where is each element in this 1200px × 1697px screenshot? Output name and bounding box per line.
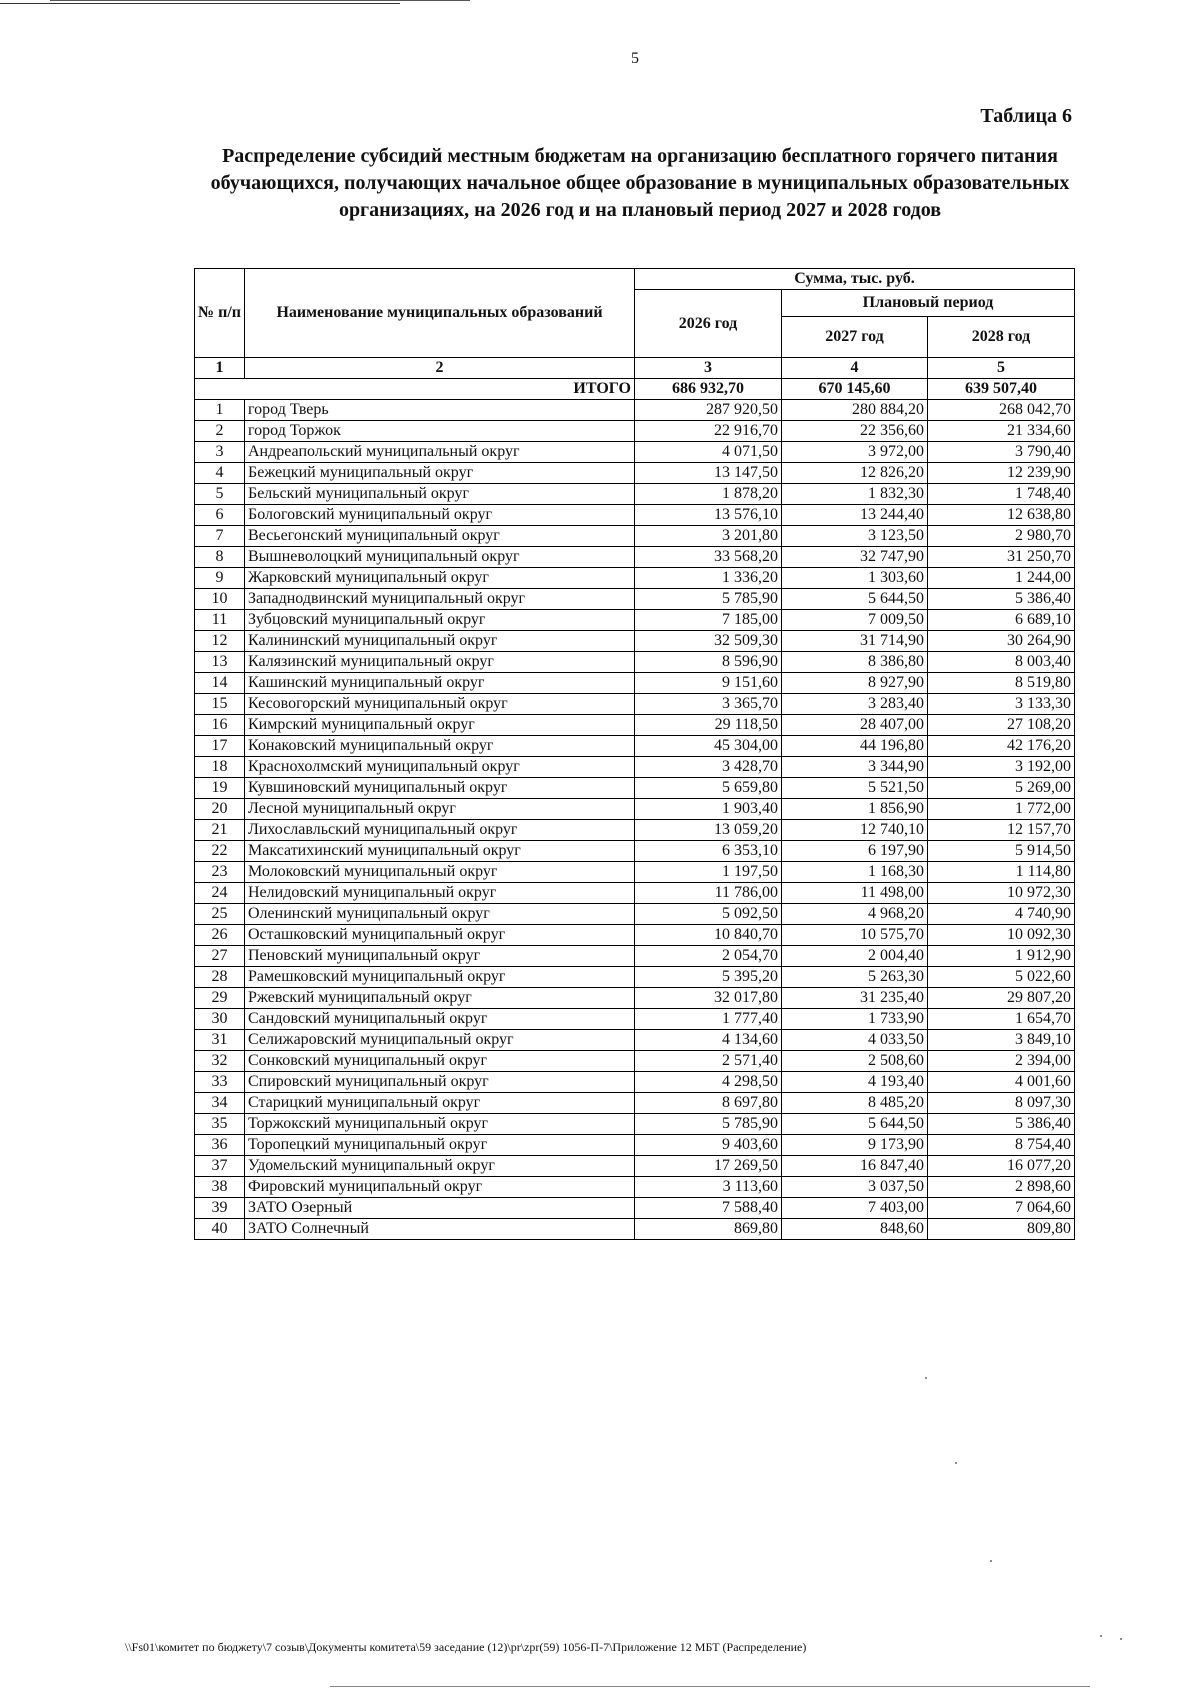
total-label: ИТОГО xyxy=(195,379,635,400)
value-2027: 28 407,00 xyxy=(782,715,928,736)
scan-speck xyxy=(955,1462,957,1464)
row-number: 20 xyxy=(195,799,245,820)
row-number: 30 xyxy=(195,1009,245,1030)
table-row xyxy=(195,904,1075,925)
value-2028: 1 772,00 xyxy=(928,799,1075,820)
value-2027: 1 168,30 xyxy=(782,862,928,883)
value-2027: 280 884,20 xyxy=(782,400,928,421)
value-2027: 6 197,90 xyxy=(782,841,928,862)
row-number: 8 xyxy=(195,547,245,568)
value-2026: 17 269,50 xyxy=(635,1156,782,1177)
value-2027: 22 356,60 xyxy=(782,421,928,442)
value-2026: 5 659,80 xyxy=(635,778,782,799)
column-number: 1 xyxy=(195,358,245,379)
table-row xyxy=(195,610,1075,631)
municipality-name: Калининский муниципальный округ xyxy=(245,631,635,652)
municipality-name: Конаковский муниципальный округ xyxy=(245,736,635,757)
table-row xyxy=(195,421,1075,442)
value-2026: 22 916,70 xyxy=(635,421,782,442)
municipality-name: Кувшиновский муниципальный округ xyxy=(245,778,635,799)
table-row xyxy=(195,925,1075,946)
value-2027: 7 403,00 xyxy=(782,1198,928,1219)
value-2027: 11 498,00 xyxy=(782,883,928,904)
table-row xyxy=(195,526,1075,547)
value-2026: 5 785,90 xyxy=(635,589,782,610)
table-row xyxy=(195,1051,1075,1072)
value-2028: 1 244,00 xyxy=(928,568,1075,589)
table-row xyxy=(195,1156,1075,1177)
row-number: 22 xyxy=(195,841,245,862)
table-row xyxy=(195,1177,1075,1198)
value-2027: 13 244,40 xyxy=(782,505,928,526)
table-row xyxy=(195,799,1075,820)
value-2028: 8 519,80 xyxy=(928,673,1075,694)
table-row xyxy=(195,1135,1075,1156)
value-2026: 869,80 xyxy=(635,1219,782,1240)
scan-edge-line xyxy=(330,1686,1090,1687)
municipality-name: Оленинский муниципальный округ xyxy=(245,904,635,925)
value-2026: 9 403,60 xyxy=(635,1135,782,1156)
value-2027: 31 235,40 xyxy=(782,988,928,1009)
value-2026: 13 059,20 xyxy=(635,820,782,841)
value-2028: 29 807,20 xyxy=(928,988,1075,1009)
column-number: 5 xyxy=(928,358,1075,379)
table-row xyxy=(195,1072,1075,1093)
table-row xyxy=(195,1219,1075,1240)
value-2028: 10 972,30 xyxy=(928,883,1075,904)
value-2026: 5 395,20 xyxy=(635,967,782,988)
value-2028: 5 022,60 xyxy=(928,967,1075,988)
value-2028: 16 077,20 xyxy=(928,1156,1075,1177)
table-row xyxy=(195,463,1075,484)
subsidy-table xyxy=(194,268,1075,1240)
value-2026: 45 304,00 xyxy=(635,736,782,757)
value-2026: 11 786,00 xyxy=(635,883,782,904)
municipality-name: ЗАТО Солнечный xyxy=(245,1219,635,1240)
value-2028: 1 912,90 xyxy=(928,946,1075,967)
table-row xyxy=(195,883,1075,904)
value-2027: 32 747,90 xyxy=(782,547,928,568)
table-row xyxy=(195,589,1075,610)
municipality-name: Старицкий муниципальный округ xyxy=(245,1093,635,1114)
municipality-name: Кашинский муниципальный округ xyxy=(245,673,635,694)
table-row xyxy=(195,505,1075,526)
value-2026: 1 336,20 xyxy=(635,568,782,589)
row-number: 19 xyxy=(195,778,245,799)
municipality-name: Кимрский муниципальный округ xyxy=(245,715,635,736)
value-2026: 29 118,50 xyxy=(635,715,782,736)
table-row xyxy=(195,694,1075,715)
value-2027: 848,60 xyxy=(782,1219,928,1240)
value-2027: 1 303,60 xyxy=(782,568,928,589)
value-2028: 8 097,30 xyxy=(928,1093,1075,1114)
table-row xyxy=(195,946,1075,967)
row-number: 40 xyxy=(195,1219,245,1240)
value-2027: 4 033,50 xyxy=(782,1030,928,1051)
value-2028: 12 239,90 xyxy=(928,463,1075,484)
value-2027: 44 196,80 xyxy=(782,736,928,757)
municipality-name: Кесовогорский муниципальный округ xyxy=(245,694,635,715)
value-2028: 2 898,60 xyxy=(928,1177,1075,1198)
table-row xyxy=(195,442,1075,463)
table-row xyxy=(195,778,1075,799)
municipality-name: Рамешковский муниципальный округ xyxy=(245,967,635,988)
value-2028: 27 108,20 xyxy=(928,715,1075,736)
value-2026: 32 017,80 xyxy=(635,988,782,1009)
value-2026: 4 298,50 xyxy=(635,1072,782,1093)
value-2026: 4 134,60 xyxy=(635,1030,782,1051)
municipality-name: Ржевский муниципальный округ xyxy=(245,988,635,1009)
municipality-name: Зубцовский муниципальный округ xyxy=(245,610,635,631)
municipality-name: Сандовский муниципальный округ xyxy=(245,1009,635,1030)
table-row xyxy=(195,820,1075,841)
value-2026: 5 785,90 xyxy=(635,1114,782,1135)
column-number: 3 xyxy=(635,358,782,379)
value-2027: 5 521,50 xyxy=(782,778,928,799)
row-number: 23 xyxy=(195,862,245,883)
row-number: 1 xyxy=(195,400,245,421)
header-2026: 2026 год xyxy=(635,290,782,358)
row-number: 18 xyxy=(195,757,245,778)
municipality-name: Фировский муниципальный округ xyxy=(245,1177,635,1198)
row-number: 38 xyxy=(195,1177,245,1198)
value-2026: 6 353,10 xyxy=(635,841,782,862)
value-2028: 21 334,60 xyxy=(928,421,1075,442)
value-2027: 3 344,90 xyxy=(782,757,928,778)
value-2028: 2 394,00 xyxy=(928,1051,1075,1072)
municipality-name: город Тверь xyxy=(245,400,635,421)
value-2026: 8 697,80 xyxy=(635,1093,782,1114)
municipality-name: Бельский муниципальный округ xyxy=(245,484,635,505)
table-row xyxy=(195,484,1075,505)
value-2027: 3 972,00 xyxy=(782,442,928,463)
row-number: 36 xyxy=(195,1135,245,1156)
value-2028: 6 689,10 xyxy=(928,610,1075,631)
value-2028: 31 250,70 xyxy=(928,547,1075,568)
value-2028: 1 748,40 xyxy=(928,484,1075,505)
row-number: 31 xyxy=(195,1030,245,1051)
value-2026: 3 113,60 xyxy=(635,1177,782,1198)
municipality-name: Осташковский муниципальный округ xyxy=(245,925,635,946)
value-2028: 809,80 xyxy=(928,1219,1075,1240)
table-row xyxy=(195,652,1075,673)
row-number: 27 xyxy=(195,946,245,967)
value-2027: 7 009,50 xyxy=(782,610,928,631)
row-number: 9 xyxy=(195,568,245,589)
table-row xyxy=(195,631,1075,652)
value-2026: 1 903,40 xyxy=(635,799,782,820)
row-number: 35 xyxy=(195,1114,245,1135)
value-2026: 1 878,20 xyxy=(635,484,782,505)
table-row xyxy=(195,736,1075,757)
row-number: 16 xyxy=(195,715,245,736)
value-2027: 4 193,40 xyxy=(782,1072,928,1093)
municipality-name: город Торжок xyxy=(245,421,635,442)
value-2028: 3 133,30 xyxy=(928,694,1075,715)
value-2027: 5 644,50 xyxy=(782,589,928,610)
value-2027: 16 847,40 xyxy=(782,1156,928,1177)
column-number: 2 xyxy=(245,358,635,379)
row-number: 39 xyxy=(195,1198,245,1219)
table-row xyxy=(195,715,1075,736)
row-number: 13 xyxy=(195,652,245,673)
value-2027: 10 575,70 xyxy=(782,925,928,946)
municipality-name: Нелидовский муниципальный округ xyxy=(245,883,635,904)
scan-edge-line xyxy=(50,0,470,1)
total-2027: 670 145,60 xyxy=(782,379,928,400)
value-2026: 3 428,70 xyxy=(635,757,782,778)
value-2028: 5 386,40 xyxy=(928,1114,1075,1135)
value-2026: 33 568,20 xyxy=(635,547,782,568)
municipality-name: Лихославльский муниципальный округ xyxy=(245,820,635,841)
value-2027: 2 508,60 xyxy=(782,1051,928,1072)
value-2028: 1 114,80 xyxy=(928,862,1075,883)
row-number: 11 xyxy=(195,610,245,631)
municipality-name: Молоковский муниципальный округ xyxy=(245,862,635,883)
value-2027: 2 004,40 xyxy=(782,946,928,967)
table-row xyxy=(195,967,1075,988)
row-number: 21 xyxy=(195,820,245,841)
scan-speck xyxy=(925,1377,927,1379)
value-2027: 8 485,20 xyxy=(782,1093,928,1114)
table-row xyxy=(195,1030,1075,1051)
value-2027: 3 283,40 xyxy=(782,694,928,715)
value-2026: 3 365,70 xyxy=(635,694,782,715)
row-number: 15 xyxy=(195,694,245,715)
value-2027: 1 856,90 xyxy=(782,799,928,820)
scan-edge-line xyxy=(0,3,400,4)
header-2027: 2027 год xyxy=(782,317,928,358)
row-number: 4 xyxy=(195,463,245,484)
value-2028: 5 269,00 xyxy=(928,778,1075,799)
row-number: 10 xyxy=(195,589,245,610)
value-2028: 7 064,60 xyxy=(928,1198,1075,1219)
municipality-name: Лесной муниципальный округ xyxy=(245,799,635,820)
page-number: 5 xyxy=(631,50,639,67)
value-2027: 8 927,90 xyxy=(782,673,928,694)
municipality-name: Калязинский муниципальный округ xyxy=(245,652,635,673)
row-number: 14 xyxy=(195,673,245,694)
table-row xyxy=(195,400,1075,421)
value-2026: 287 920,50 xyxy=(635,400,782,421)
value-2026: 32 509,30 xyxy=(635,631,782,652)
value-2026: 2 571,40 xyxy=(635,1051,782,1072)
value-2028: 268 042,70 xyxy=(928,400,1075,421)
table-row xyxy=(195,988,1075,1009)
row-number: 26 xyxy=(195,925,245,946)
row-number: 17 xyxy=(195,736,245,757)
value-2028: 3 790,40 xyxy=(928,442,1075,463)
value-2028: 4 740,90 xyxy=(928,904,1075,925)
scan-speck xyxy=(1120,1638,1122,1640)
municipality-name: ЗАТО Озерный xyxy=(245,1198,635,1219)
value-2026: 1 197,50 xyxy=(635,862,782,883)
table-row xyxy=(195,862,1075,883)
value-2026: 2 054,70 xyxy=(635,946,782,967)
value-2028: 12 638,80 xyxy=(928,505,1075,526)
municipality-name: Жарковский муниципальный округ xyxy=(245,568,635,589)
header-name: Наименование муниципальных образований xyxy=(245,269,635,358)
value-2028: 4 001,60 xyxy=(928,1072,1075,1093)
municipality-name: Удомельский муниципальный округ xyxy=(245,1156,635,1177)
table-row xyxy=(195,1198,1075,1219)
row-number: 32 xyxy=(195,1051,245,1072)
row-number: 7 xyxy=(195,526,245,547)
municipality-name: Краснохолмский муниципальный округ xyxy=(245,757,635,778)
value-2026: 10 840,70 xyxy=(635,925,782,946)
value-2026: 3 201,80 xyxy=(635,526,782,547)
value-2028: 1 654,70 xyxy=(928,1009,1075,1030)
municipality-name: Бежецкий муниципальный округ xyxy=(245,463,635,484)
value-2026: 5 092,50 xyxy=(635,904,782,925)
value-2026: 4 071,50 xyxy=(635,442,782,463)
document-title: Распределение субсидий местным бюджетам на организацию бесплатного горячего питания обучающихся, получающих начальное общее образование в муниципальных образовательных организациях, на 2026 год и на плановый период 2027 и 2028 годов xyxy=(210,145,1070,221)
municipality-name: Весьегонский муниципальный округ xyxy=(245,526,635,547)
value-2026: 8 596,90 xyxy=(635,652,782,673)
municipality-name: Пеновский муниципальный округ xyxy=(245,946,635,967)
value-2028: 3 849,10 xyxy=(928,1030,1075,1051)
header-num: № п/п xyxy=(195,269,245,358)
municipality-name: Спировский муниципальный округ xyxy=(245,1072,635,1093)
row-number: 33 xyxy=(195,1072,245,1093)
table-row xyxy=(195,1093,1075,1114)
value-2027: 31 714,90 xyxy=(782,631,928,652)
row-number: 37 xyxy=(195,1156,245,1177)
table-row xyxy=(195,568,1075,589)
value-2028: 8 754,40 xyxy=(928,1135,1075,1156)
municipality-name: Селижаровский муниципальный округ xyxy=(245,1030,635,1051)
scan-speck xyxy=(990,1560,992,1562)
value-2027: 5 263,30 xyxy=(782,967,928,988)
value-2027: 4 968,20 xyxy=(782,904,928,925)
value-2027: 3 037,50 xyxy=(782,1177,928,1198)
value-2027: 12 826,20 xyxy=(782,463,928,484)
footer-file-path: \\Fs01\комитет по бюджету\7 созыв\Документы комитета\59 заседание (12)\pr\zpr(59) 1056-П-7\Приложение 12 МБТ (Распределение) xyxy=(125,1640,807,1654)
value-2028: 2 980,70 xyxy=(928,526,1075,547)
row-number: 5 xyxy=(195,484,245,505)
table-label: Таблица 6 xyxy=(980,105,1072,127)
row-number: 6 xyxy=(195,505,245,526)
header-sum: Сумма, тыс. руб. xyxy=(635,269,1075,290)
value-2028: 3 192,00 xyxy=(928,757,1075,778)
municipality-name: Максатихинский муниципальный округ xyxy=(245,841,635,862)
value-2026: 7 185,00 xyxy=(635,610,782,631)
row-number: 24 xyxy=(195,883,245,904)
table-row xyxy=(195,841,1075,862)
municipality-name: Торопецкий муниципальный округ xyxy=(245,1135,635,1156)
total-row xyxy=(195,379,1075,400)
municipality-name: Сонковский муниципальный округ xyxy=(245,1051,635,1072)
row-number: 12 xyxy=(195,631,245,652)
municipality-name: Западнодвинский муниципальный округ xyxy=(245,589,635,610)
header-2028: 2028 год xyxy=(928,317,1075,358)
column-number: 4 xyxy=(782,358,928,379)
value-2028: 12 157,70 xyxy=(928,820,1075,841)
value-2028: 5 914,50 xyxy=(928,841,1075,862)
total-2028: 639 507,40 xyxy=(928,379,1075,400)
table-row xyxy=(195,757,1075,778)
value-2028: 42 176,20 xyxy=(928,736,1075,757)
value-2026: 13 147,50 xyxy=(635,463,782,484)
value-2027: 3 123,50 xyxy=(782,526,928,547)
table-row xyxy=(195,547,1075,568)
value-2028: 8 003,40 xyxy=(928,652,1075,673)
row-number: 3 xyxy=(195,442,245,463)
value-2027: 9 173,90 xyxy=(782,1135,928,1156)
row-number: 28 xyxy=(195,967,245,988)
table-row xyxy=(195,673,1075,694)
row-number: 2 xyxy=(195,421,245,442)
row-number: 34 xyxy=(195,1093,245,1114)
municipality-name: Андреапольский муниципальный округ xyxy=(245,442,635,463)
value-2027: 8 386,80 xyxy=(782,652,928,673)
scan-speck xyxy=(1100,1635,1102,1637)
value-2028: 10 092,30 xyxy=(928,925,1075,946)
row-number: 25 xyxy=(195,904,245,925)
value-2026: 9 151,60 xyxy=(635,673,782,694)
municipality-name: Вышневолоцкий муниципальный округ xyxy=(245,547,635,568)
header-planned: Плановый период xyxy=(782,290,1075,317)
value-2028: 30 264,90 xyxy=(928,631,1075,652)
value-2026: 13 576,10 xyxy=(635,505,782,526)
value-2026: 1 777,40 xyxy=(635,1009,782,1030)
value-2027: 1 733,90 xyxy=(782,1009,928,1030)
value-2026: 7 588,40 xyxy=(635,1198,782,1219)
total-2026: 686 932,70 xyxy=(635,379,782,400)
value-2028: 5 386,40 xyxy=(928,589,1075,610)
municipality-name: Бологовский муниципальный округ xyxy=(245,505,635,526)
value-2027: 5 644,50 xyxy=(782,1114,928,1135)
row-number: 29 xyxy=(195,988,245,1009)
municipality-name: Торжокский муниципальный округ xyxy=(245,1114,635,1135)
table-row xyxy=(195,1114,1075,1135)
value-2027: 1 832,30 xyxy=(782,484,928,505)
value-2027: 12 740,10 xyxy=(782,820,928,841)
table-row xyxy=(195,1009,1075,1030)
